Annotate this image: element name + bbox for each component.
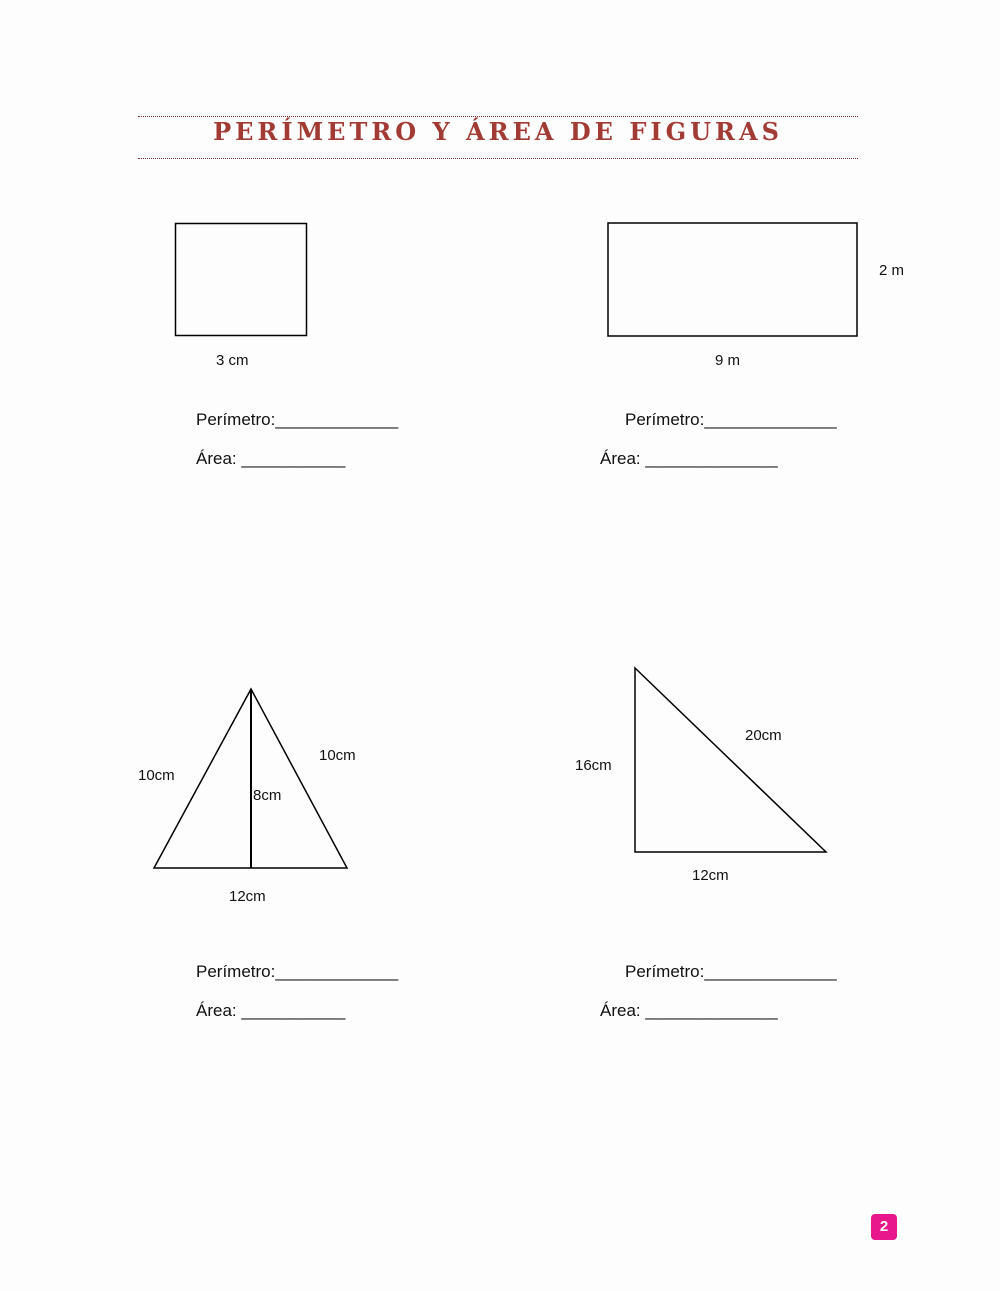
right-triangle-hypotenuse-label: 20cm [745,727,782,744]
right-triangle-perimeter-field[interactable]: Perímetro:______________ [625,962,837,981]
right-triangle-base-label: 12cm [692,867,729,884]
page-number-badge: 2 [871,1214,897,1240]
rectangle-width-label: 9 m [715,352,741,369]
isosceles-perimeter-field[interactable]: Perímetro:_____________ [196,962,399,981]
isosceles-right-side-label: 10cm [319,747,356,764]
rectangle-height-label: 2 m [879,262,905,279]
isosceles-left-side-label: 10cm [138,767,175,784]
square-area-field[interactable]: Área: ___________ [196,449,346,468]
isosceles-area-field[interactable]: Área: ___________ [196,1001,346,1020]
isosceles-base-label: 12cm [229,888,266,905]
square-perimeter-field[interactable]: Perímetro:_____________ [196,410,399,429]
page-title: PERÍMETRO Y ÁREA DE FIGURAS [213,117,783,146]
right-triangle-height-label: 16cm [575,757,612,774]
right-triangle-area-field[interactable]: Área: ______________ [600,1001,778,1020]
isosceles-height-label: 8cm [253,787,282,804]
rectangle-area-field[interactable]: Área: ______________ [600,449,778,468]
rectangle-perimeter-field[interactable]: Perímetro:______________ [625,410,837,429]
square-side-label: 3 cm [216,352,249,369]
